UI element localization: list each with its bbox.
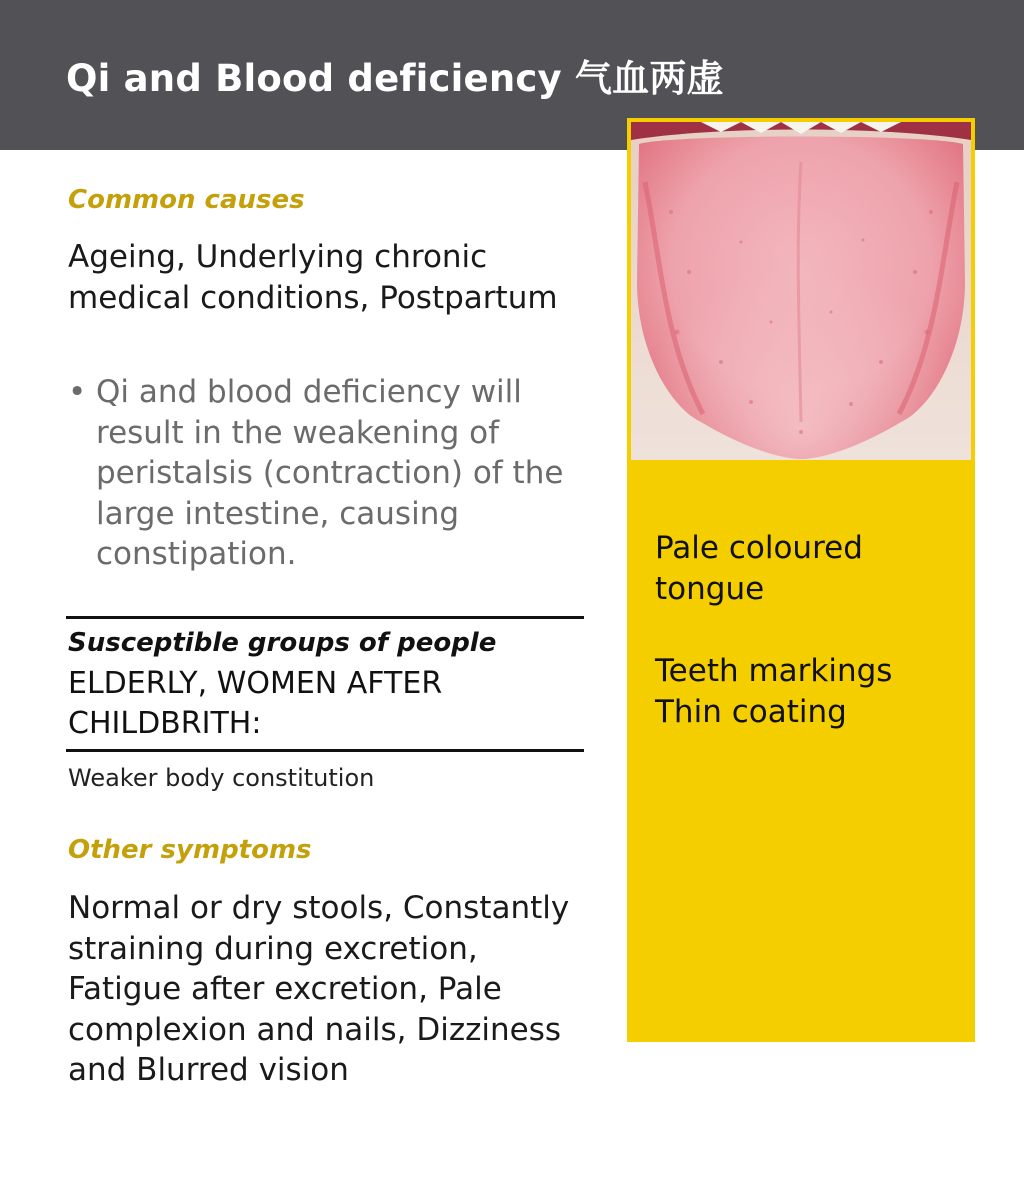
divider-top [66,616,584,619]
bullet-marker: • [68,374,87,410]
bullet-line: constipation. [96,536,297,572]
bullet-point [68,372,588,575]
common-causes-heading: Common causes [68,185,305,215]
tongue-photo [631,122,971,460]
bullet-text [96,372,588,575]
susceptible-line: CHILDBRITH: [68,706,262,741]
other-symptoms-heading: Other symptoms [68,835,312,865]
susceptible-heading: Susceptible groups of people [68,628,497,658]
other-symptoms-text [68,888,569,1091]
tongue-line: Teeth markings [655,653,893,689]
tongue-line: tongue [655,570,765,607]
common-causes-line: Ageing, Underlying chronic [68,239,488,275]
page-title: Qi and Blood deficiency 气血两虚 [66,57,724,100]
susceptible-note: Weaker body constitution [68,764,375,792]
symptom-line: complexion and nails, Dizziness [68,1011,562,1048]
bullet-line: result in the weakening of [96,414,500,451]
symptom-line: straining during excretion, [68,930,478,967]
bullet-line: large intestine, causing [96,495,460,532]
common-causes-text [68,237,558,318]
bullet-line: peristalsis (contraction) of the [96,455,564,491]
tongue-line: Pale coloured [655,530,863,566]
divider-bottom [66,749,584,752]
bullet-line: Qi and blood deficiency will [96,374,522,410]
tongue-line: Thin coating [655,693,847,730]
common-causes-line: medical conditions, Postpartum [68,279,558,316]
susceptible-text [68,664,588,744]
symptom-line: Normal or dry stools, Constantly [68,890,570,926]
tongue-description-b [655,651,892,732]
symptom-line: and Blurred vision [68,1052,349,1088]
susceptible-line: ELDERLY, WOMEN AFTER [68,666,443,701]
tongue-description-a [655,528,863,609]
symptom-line: Fatigue after excretion, Pale [68,971,502,1007]
